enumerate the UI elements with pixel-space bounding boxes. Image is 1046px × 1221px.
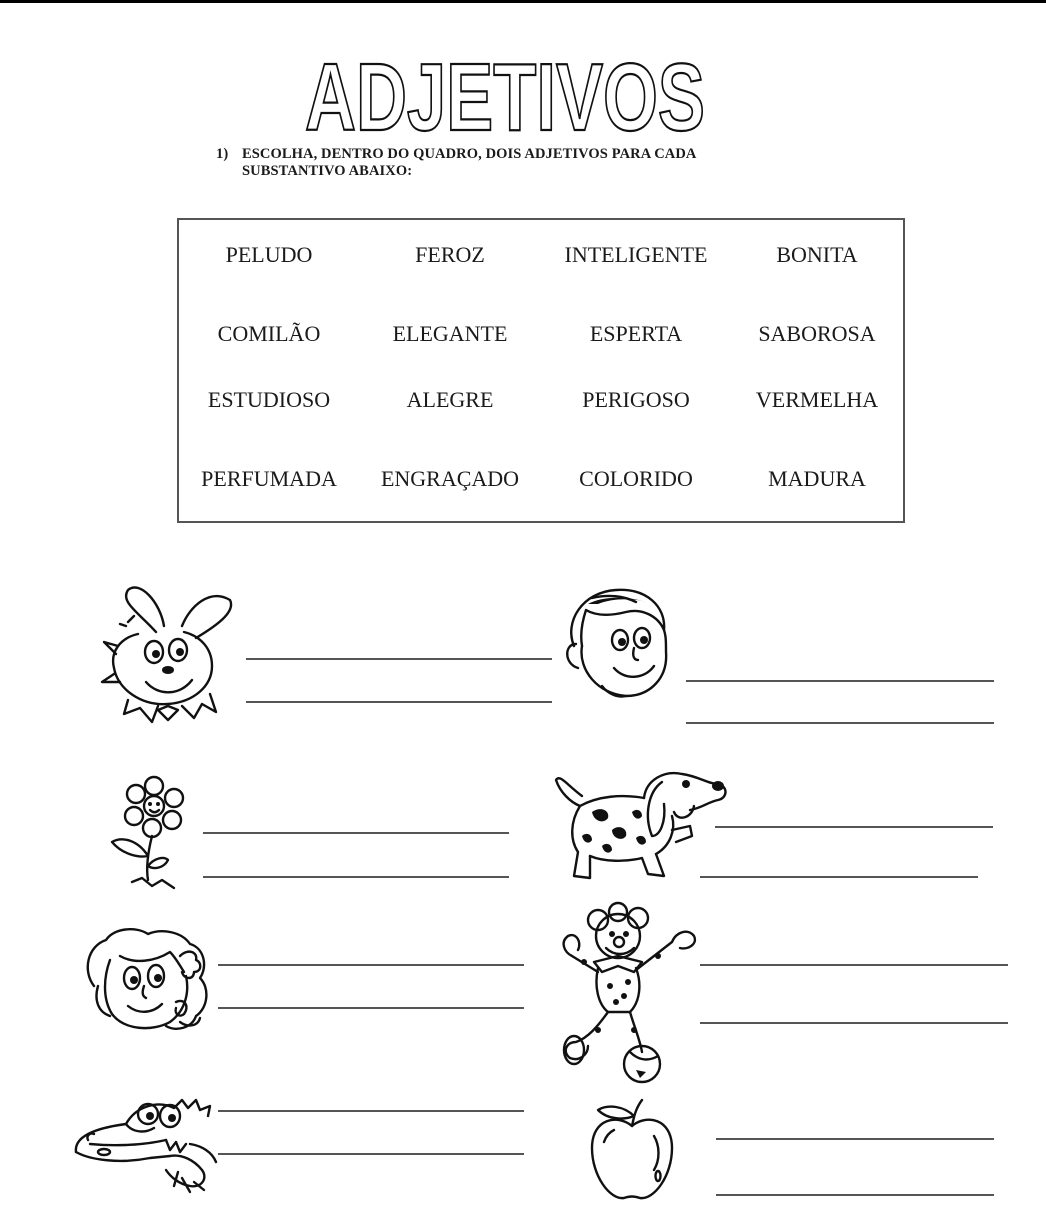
word: PERFUMADA bbox=[201, 466, 337, 491]
answer-line[interactable] bbox=[686, 722, 994, 724]
word: VERMELHA bbox=[755, 387, 879, 412]
answer-line[interactable] bbox=[246, 658, 552, 660]
instruction-line-2: SUBSTANTIVO ABAIXO: bbox=[242, 163, 413, 179]
word: COMILÃO bbox=[217, 321, 321, 346]
word: BONITA bbox=[776, 242, 858, 267]
answer-line[interactable] bbox=[686, 680, 994, 682]
word: PERIGOSO bbox=[582, 387, 690, 412]
word: ESPERTA bbox=[589, 321, 683, 346]
word: MADURA bbox=[768, 466, 866, 491]
answer-line[interactable] bbox=[716, 1138, 994, 1140]
instruction bbox=[216, 146, 856, 180]
alligator-icon bbox=[70, 1086, 220, 1196]
word: ENGRAÇADO bbox=[380, 466, 520, 491]
word: INTELIGENTE bbox=[564, 242, 708, 267]
word-box bbox=[177, 218, 905, 523]
word: ELEGANTE bbox=[392, 321, 508, 346]
word: ESTUDIOSO bbox=[207, 387, 331, 412]
rabbit-icon bbox=[98, 582, 248, 727]
answer-line[interactable] bbox=[203, 876, 509, 878]
answer-line[interactable] bbox=[218, 964, 524, 966]
flower-icon bbox=[102, 776, 202, 892]
apple-icon bbox=[584, 1096, 680, 1204]
boy-icon bbox=[562, 586, 684, 708]
answer-line[interactable] bbox=[218, 1110, 524, 1112]
instruction-number: 1) bbox=[216, 146, 229, 162]
svg-text:ADJETIVOS: ADJETIVOS bbox=[305, 44, 705, 151]
answer-line[interactable] bbox=[715, 826, 993, 828]
top-border bbox=[0, 0, 1046, 3]
word: FEROZ bbox=[415, 242, 485, 267]
word: COLORIDO bbox=[579, 466, 693, 491]
answer-line[interactable] bbox=[218, 1007, 524, 1009]
worksheet-title bbox=[300, 38, 710, 151]
answer-line[interactable] bbox=[203, 832, 509, 834]
word: SABOROSA bbox=[758, 321, 876, 346]
clown-icon bbox=[554, 902, 702, 1088]
answer-line[interactable] bbox=[716, 1194, 994, 1196]
answer-line[interactable] bbox=[700, 964, 1008, 966]
word: ALEGRE bbox=[406, 387, 494, 412]
answer-line[interactable] bbox=[246, 701, 552, 703]
girl-icon bbox=[80, 926, 216, 1038]
answer-line[interactable] bbox=[700, 876, 978, 878]
word: PELUDO bbox=[225, 242, 313, 267]
instruction-line-1: ESCOLHA, DENTRO DO QUADRO, DOIS ADJETIVOS PARA CADA bbox=[242, 146, 697, 162]
dog-icon bbox=[552, 766, 730, 888]
answer-line[interactable] bbox=[218, 1153, 524, 1155]
answer-line[interactable] bbox=[700, 1022, 1008, 1024]
